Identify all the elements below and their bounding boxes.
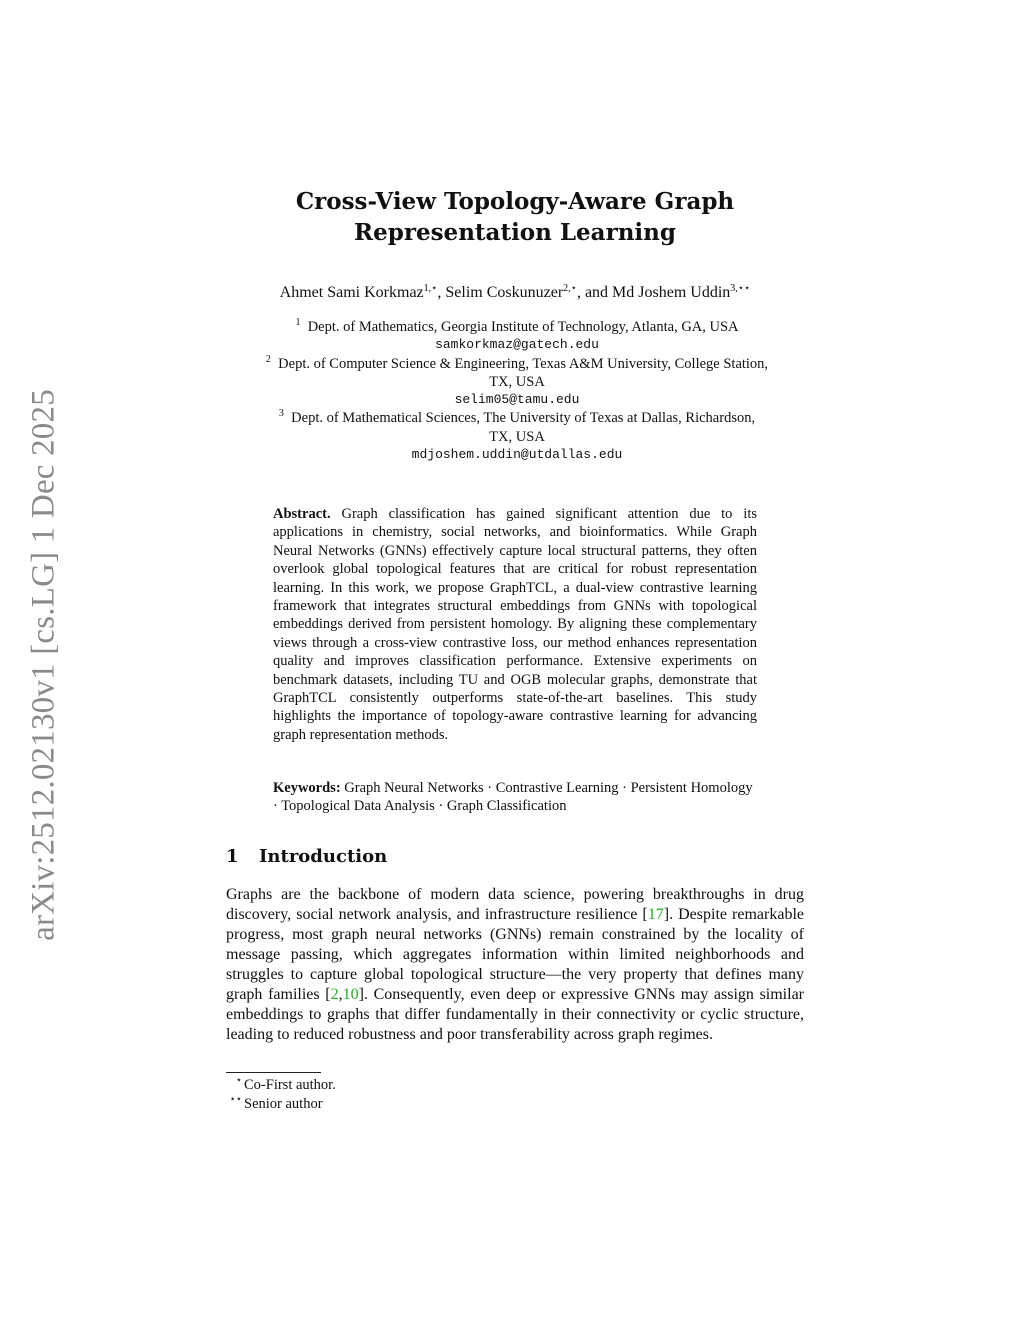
keywords [273,779,757,816]
affiliation [222,355,812,410]
affiliation-text-continued: TX, USA [489,428,545,445]
affiliation [222,409,812,464]
body-text: , [338,986,343,1003]
paper-title-line-2: Representation Learning [354,219,676,246]
abstract-text: Graph classification has gained significant attention due to its applications in chemistry, social networks, and bioinformatics. While Graph Neural Networks (GNNs) effectively capture local structural patterns, they often overlook global topological features that are critical for robust representation learning. In this work, we propose GraphTCL, a dual-view contrastive learning framework that integrates structural embeddings from GNNs with topological embeddings derived from persistent homology. By aligning these complementary views through a cross-view contrastive loss, our method enhances representation quality and improves classification performance. Extensive experiments on benchmark datasets, including TU and OGB molecular graphs, demonstrate that GraphTCL consistently outperforms state-of-the-art baselines. This study highlights the importance of topology-aware contrastive learning for advancing graph representation methods. [273,506,757,743]
citation-link[interactable]: 2 [330,986,339,1003]
author-separator: , [437,284,446,301]
arxiv-identifier-stamp: arXiv:2512.02130v1 [cs.LG] 1 Dec 2025 [25,389,62,941]
paper-title-line-1: Cross-View Topology-Aware Graph [295,188,735,215]
affiliation [222,318,812,355]
body-text: [ [325,986,331,1003]
abstract-label: Abstract. [273,506,331,522]
affiliation-text: Dept. of Mathematics, Georgia Institute of Technology, Atlanta, GA, USA [307,319,739,335]
footnotes [222,1076,336,1114]
footnote: ⋆ Co-First author. [235,1075,336,1093]
author-separator: , and [576,284,613,301]
body-text: Graphs are the backbone of modern data science, powering breakthroughs in drug discovery, social network analysis, and infrastructure resilience [226,886,804,923]
footnote-text: Co-First author. [244,1077,336,1093]
section-title: Introduction [259,846,388,867]
affiliation-number: 1 [295,317,301,328]
footnote-divider [226,1072,321,1073]
author-list [212,283,818,303]
body-text: ]. Despite remarkable progress, most graph neural networks (GNNs) remain constrained by the locality of message passing, which aggregates information within limited neighborhoods and struggles to capture global topological structure—the very property that defines many graph families [226,906,804,1003]
affiliation-text: Dept. of Mathematical Sciences, The University of Texas at Dallas, Richardson, [291,410,756,427]
author-affiliation-marker: 2,⋆ [563,283,577,294]
author-name: Md Joshem Uddin [612,284,731,301]
author-email: mdjoshem.uddin@utdallas.edu [411,447,623,463]
paper-title [262,186,768,248]
citation-link[interactable]: 10 [342,986,359,1003]
author-email: samkorkmaz@gatech.edu [435,337,599,353]
footnote-text: Senior author [244,1096,323,1112]
author-email: selim05@tamu.edu [454,392,580,408]
section-number: 1 [226,846,239,867]
keywords-text: Graph Neural Networks · Contrastive Learning · Persistent Homology · Topological Data Analysis · Graph Classification [273,780,753,815]
affiliation-text: Dept. of Computer Science & Engineering, Texas A&M University, College Station, [278,355,769,372]
footnote: ⋆⋆ Senior author [229,1094,323,1112]
author-affiliation-marker: 3,⋆⋆ [730,283,751,294]
keywords-label: Keywords: [273,780,341,796]
body-text: ]. Consequently, even deep or expressive GNNs may assign similar embeddings to graphs that differ fundamentally in their connectivity or cyclic structure, leading to reduced robustness and poor transferability across graph regimes. [226,986,805,1043]
affiliation-number: 2 [265,353,271,365]
section-heading [226,846,387,867]
author-name: Selim Coskunuzer [445,284,564,301]
affiliation-text-continued: TX, USA [489,373,545,390]
affiliation-number: 3 [278,408,284,420]
citation-link[interactable]: 17 [647,906,664,923]
author-name: Ahmet Sami Korkmaz [279,284,424,301]
author-affiliation-marker: 1,⋆ [423,283,438,294]
affiliation-list [222,318,812,464]
abstract [273,505,757,744]
body-text: [ [642,906,648,923]
introduction-paragraph [226,885,804,1045]
